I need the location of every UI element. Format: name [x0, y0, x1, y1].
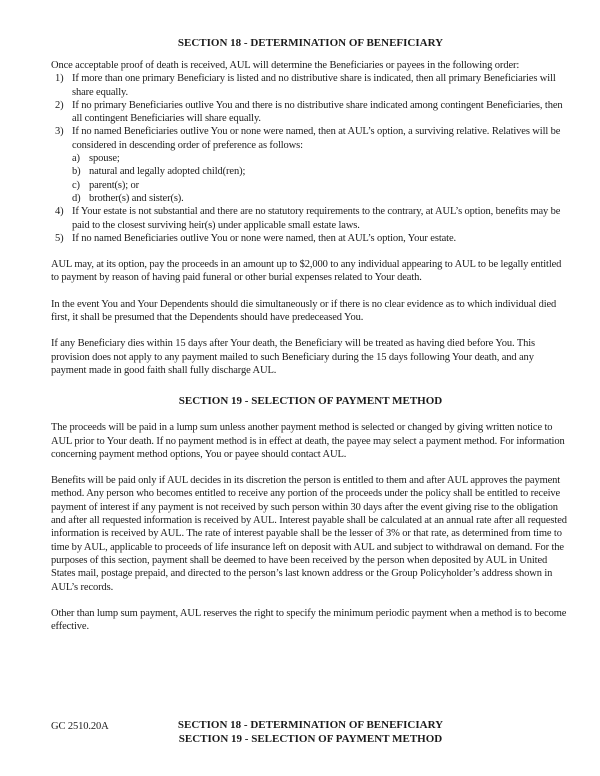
list-item-4 [51, 205, 570, 232]
footer-section-titles [51, 719, 570, 746]
list-marker: 5) [55, 232, 64, 244]
list-marker: 4) [55, 206, 64, 218]
list-item-text: If no named Beneficiaries outlive You or none were named, then at AUL’s option, Your estate. [72, 232, 456, 244]
list-marker: 3) [55, 126, 64, 138]
section19-paragraph-minimum-payment: Other than lump sum payment, AUL reserves the right to specify the minimum periodic payment when a method is to become effective. [51, 607, 567, 633]
list-item-text: parent(s); or [89, 179, 140, 191]
footer-title-line2: SECTION 19 - SELECTION OF PAYMENT METHOD [178, 732, 443, 745]
list-item-text: If more than one primary Beneficiary is listed and no distributive share is indicated, then all primary Beneficiaries will share equally. [72, 73, 556, 98]
list-item-text: If Your estate is not substantial and there are no statutory requirements to the contrary, at AUL’s option, benefits may be paid to the closest surviving heir(s) under applicable small estate laws. [72, 206, 561, 231]
sub-item-b [72, 165, 570, 178]
list-item-1 [51, 72, 570, 99]
list-item-2 [51, 99, 570, 126]
section19-title: SECTION 19 - SELECTION OF PAYMENT METHOD [178, 395, 443, 408]
section18-paragraph-15-days: If any Beneficiary dies within 15 days after Your death, the Beneficiary will be treated as having died before You. This provision does not apply to any payment mailed to such Beneficiary during the 15 days following Your death, and any payment made in good faith shall fully discharge AUL. [51, 338, 536, 376]
section18-title: SECTION 18 - DETERMINATION OF BENEFICIARY [177, 37, 444, 49]
list-item-text: brother(s) and sister(s). [89, 192, 184, 204]
sub-item-d [72, 192, 570, 205]
list-item-3 [51, 125, 570, 152]
beneficiary-order-list [51, 72, 570, 245]
page-footer [51, 719, 570, 746]
sub-item-a [72, 152, 570, 165]
list-marker: 1) [55, 73, 64, 85]
relative-preference-sublist [72, 152, 570, 205]
list-marker: 2) [55, 99, 64, 111]
list-item-text: spouse; [89, 153, 120, 165]
list-marker: b) [72, 166, 81, 178]
list-item-text: If no named Beneficiaries outlive You or none were named, then at AUL’s option, a surviving relative. Relatives will be considered in descending order of preference as follows: [72, 126, 561, 151]
section18-intro: Once acceptable proof of death is received, AUL will determine the Beneficiaries or payees in the following order: [51, 60, 520, 71]
section18-paragraph-simultaneous-death: In the event You and Your Dependents should die simultaneously or if there is no clear evidence as to which individual died first, it shall be presumed that the Dependents should have predeceased You. [51, 298, 557, 324]
list-marker: c) [72, 179, 80, 191]
section19-paragraph-interest: Benefits will be paid only if AUL decides in its discretion the person is entitled to them and after AUL approves the payment method. Any person who becomes entitled to receive any portion of the proceeds under the policy shall be entitled to receive payment of interest if any payment is not received by such person within 30 days after the event giving rise to the obligation and after all requested information is received by AUL. Interest payable shall be calculated at an annual rate after all requested information is received by AUL. The rate of interest payable shall be the lesser of 3% or that rate, as determined from time to time by AUL, applicable to proceeds of life insurance left on deposit with AUL and subject to withdrawal on demand. For the purposes of this section, payment shall be deemed to have been received by the person when deposited by AUL in United States mail, postage prepaid, and directed to the person’s last known address or the Group Policyholder’s address shown in AUL’s records. [51, 475, 567, 593]
list-item-5 [51, 232, 570, 245]
section19-paragraph-lump-sum: The proceeds will be paid in a lump sum unless another payment method is selected or changed by giving written notice to AUL prior to Your death. If no payment method is in effect at death, the payee may select a payment method. For information concerning payment method options, You or payee should contact AUL. [51, 422, 565, 460]
footer-form-code: GC 2510.20A [51, 721, 109, 732]
list-marker: a) [72, 153, 80, 165]
footer-title-line1: SECTION 18 - DETERMINATION OF BENEFICIARY [177, 719, 444, 731]
list-item-text: natural and legally adopted child(ren); [89, 166, 246, 178]
list-item-text: If no primary Beneficiaries outlive You and there is no distributive share indicated among contingent Beneficiaries, then all contingent Beneficiaries will share equally. [72, 99, 563, 125]
section18-paragraph-burial: AUL may, at its option, pay the proceeds in an amount up to $2,000 to any individual appearing to AUL to be legally entitled to payment by reason of having paid funeral or other burial expenses related to Your death. [51, 259, 562, 284]
sub-item-c [72, 179, 570, 192]
list-marker: d) [72, 192, 81, 204]
